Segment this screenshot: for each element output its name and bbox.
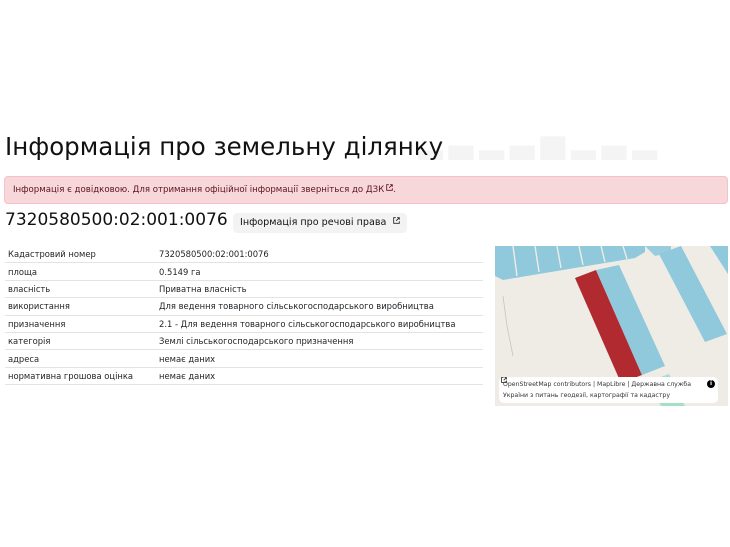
row-key: категорія <box>5 332 156 349</box>
parcel-map[interactable] <box>495 246 728 406</box>
row-key: призначення <box>5 315 156 332</box>
row-value: Землі сільськогосподарського призначення <box>156 332 483 349</box>
row-key: Кадастровий номер <box>5 246 156 263</box>
row-value: 2.1 - Для ведення товарного сільськогосподарського виробництва <box>156 315 483 332</box>
background-watermark: ▂▃▂▃▅▂▃▂ <box>418 122 663 160</box>
agency-link-continued[interactable]: України з питань геодезії, картографії та кадастру <box>503 392 671 399</box>
row-value: Для ведення товарного сільськогосподарського виробництва <box>156 298 483 315</box>
row-key: власність <box>5 280 156 297</box>
external-link-icon <box>501 377 507 383</box>
parcel-info-table <box>5 246 483 385</box>
table-row <box>5 263 483 280</box>
table-row <box>5 367 483 384</box>
cadastral-number-title: 7320580500:02:001:0076 <box>5 210 228 230</box>
osm-attribution-link[interactable]: OpenStreetMap contributors <box>503 381 591 388</box>
dzk-link[interactable]: ДЗК <box>366 185 393 195</box>
row-key: нормативна грошова оцінка <box>5 367 156 384</box>
row-key: використання <box>5 298 156 315</box>
row-value: 7320580500:02:001:0076 <box>156 246 483 263</box>
row-value: 0.5149 га <box>156 263 483 280</box>
table-row <box>5 298 483 315</box>
row-key: адреса <box>5 350 156 367</box>
table-row <box>5 350 483 367</box>
agency-link[interactable]: Державна служба <box>631 381 692 388</box>
table-row <box>5 280 483 297</box>
table-row <box>5 246 483 263</box>
table-row <box>5 332 483 349</box>
property-rights-button[interactable] <box>233 213 407 233</box>
row-value: Приватна власність <box>156 280 483 297</box>
map-attribution: OpenStreetMap contributors | MapLibre | Державна служба України з питань геодезії, картографії та кадастру i <box>499 377 718 403</box>
disclaimer-alert: Інформація є довідковою. Для отримання офіційної інформації зверніться до ДЗК . <box>4 176 728 204</box>
row-value: немає даних <box>156 350 483 367</box>
external-link-icon <box>393 217 400 224</box>
info-icon[interactable]: i <box>707 380 715 388</box>
table-row <box>5 315 483 332</box>
page-title: Інформація про земельну ділянку <box>5 132 444 161</box>
row-key: площа <box>5 263 156 280</box>
row-value: немає даних <box>156 367 483 384</box>
alert-text: Інформація є довідковою. Для отримання офіційної інформації зверніться до <box>13 185 366 195</box>
maplibre-link[interactable]: MapLibre <box>597 381 626 388</box>
property-rights-label: Інформація про речові права <box>240 217 387 228</box>
